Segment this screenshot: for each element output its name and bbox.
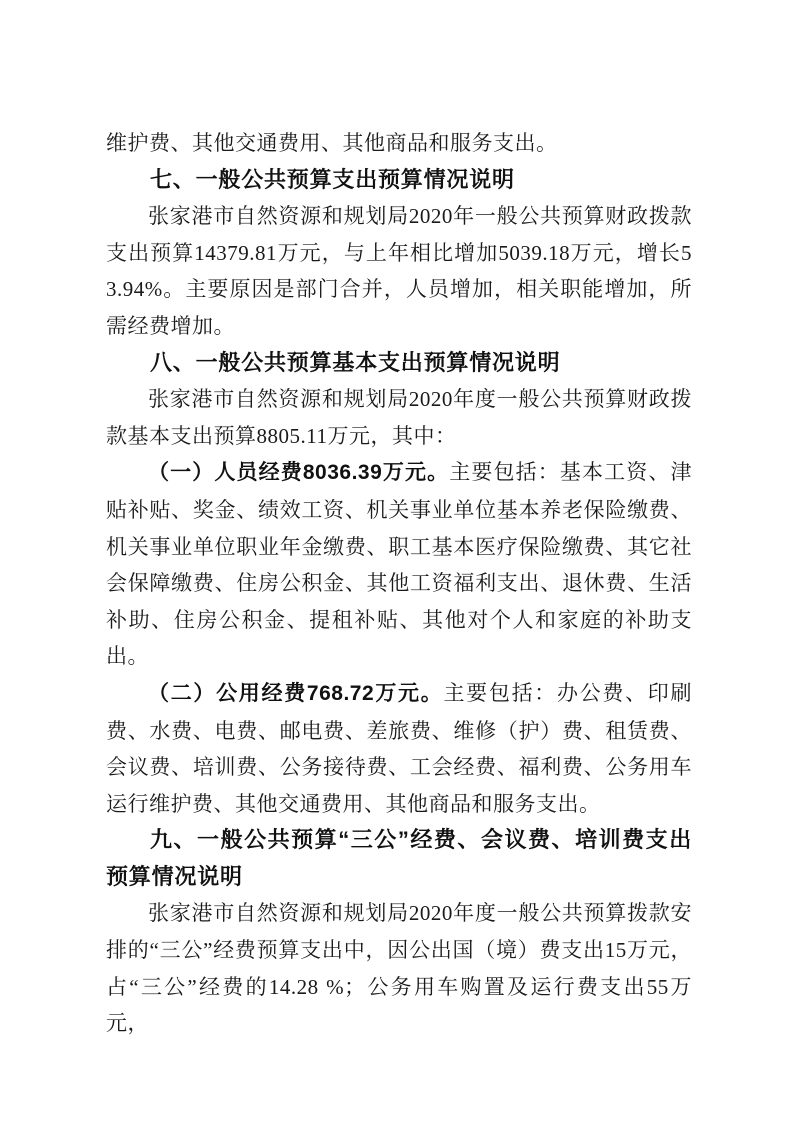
paragraph-section-7: 张家港市自然资源和规划局2020年一般公共预算财政拨款支出预算14379.81万元，与上年相比增加5039.18万元，增长53.94%。主要原因是部门合并，人员增加，相关职能增加，所需经费增加。: [106, 204, 692, 338]
public-funds-detail: 主要包括：办公费、印刷费、水费、电费、邮电费、差旅费、维修（护）费、租赁费、会议费、培训费、公务接待费、工会经费、福利费、公务用车运行维护费、其他交通费用、其他商品和服务支出。: [106, 680, 692, 816]
paragraph-personnel-funds: [106, 454, 692, 675]
public-funds-amount: （二）公用经费768.72万元。: [148, 681, 444, 705]
section-heading-7: 七、一般公共预算支出预算情况说明: [150, 166, 515, 192]
personnel-funds-detail: 主要包括：基本工资、津贴补贴、奖金、绩效工资、机关事业单位基本养老保险缴费、机关事业单位职业年金缴费、职工基本医疗保险缴费、其它社会保障缴费、住房公积金、其他工资福利支出、退休费、生活补助、住房公积金、提租补贴、其他对个人和家庭的补助支出。: [106, 460, 692, 669]
section-heading-9: 九、一般公共预算“三公”经费、会议费、培训费支出预算情况说明: [106, 827, 692, 889]
paragraph-section-8-intro: 张家港市自然资源和规划局2020年度一般公共预算财政拨款基本支出预算8805.11万元，其中：: [106, 387, 692, 448]
paragraph-section-9: 张家港市自然资源和规划局2020年度一般公共预算拨款安排的“三公”经费预算支出中，因公出国（境）费支出15万元，占“三公”经费的14.28 %；公务用车购置及运行费支出55万元，: [106, 901, 692, 1036]
personnel-funds-amount: （一）人员经费8036.39万元。: [148, 461, 450, 485]
section-heading-8: 八、一般公共预算基本支出预算情况说明: [150, 349, 561, 375]
paragraph-continuation: 维护费、其他交通费用、其他商品和服务支出。: [106, 131, 558, 155]
paragraph-public-funds: [106, 675, 692, 822]
